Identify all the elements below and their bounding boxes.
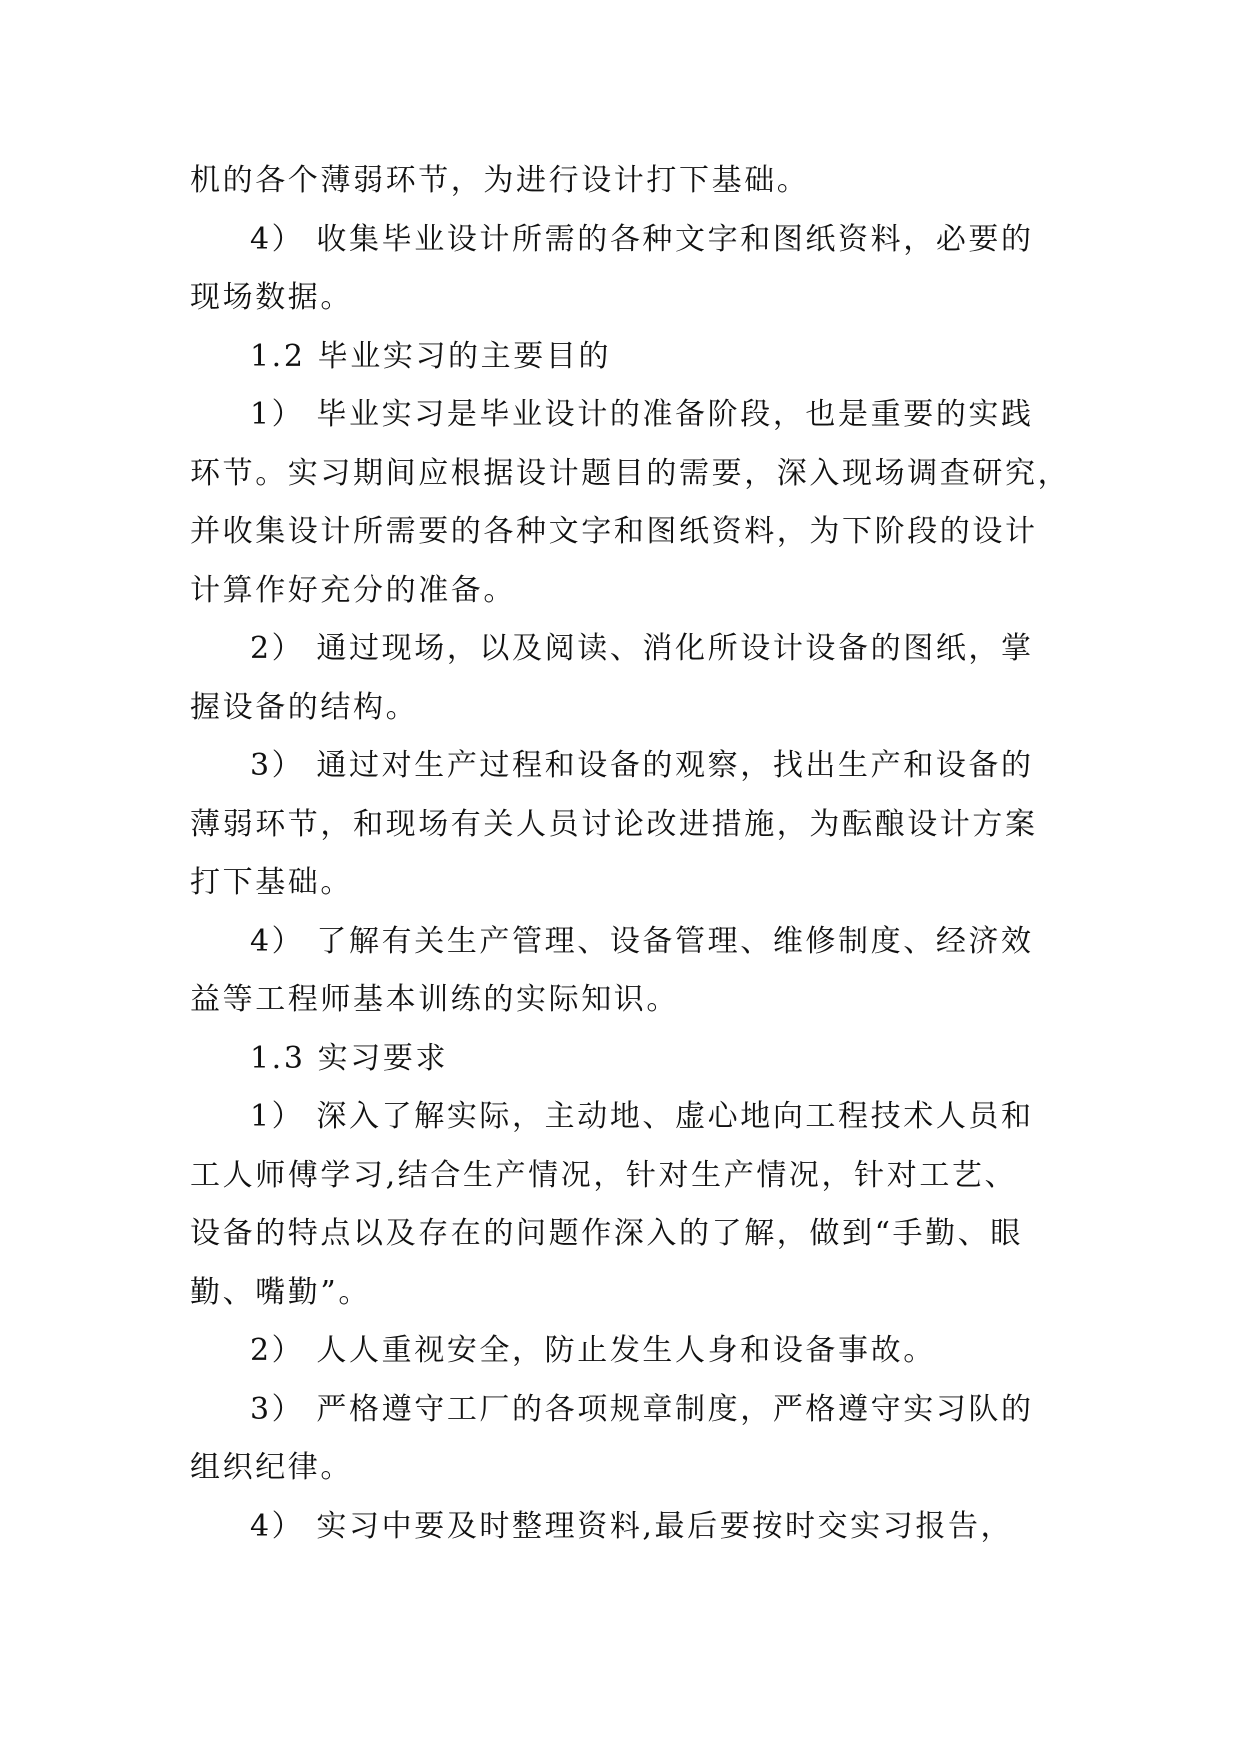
requirement-1-line-3: 设备的特点以及存在的问题作深入的了解，做到“手勤、眼 <box>190 1216 1023 1251</box>
requirement-2-line-1: 2） 人人重视安全，防止发生人身和设备事故。 <box>250 1333 936 1368</box>
section-heading-1-2: 1.2 毕业实习的主要目的 <box>250 338 612 374</box>
list-item-4b-line-1: 4） 了解有关生产管理、设备管理、维修制度、经济效 <box>250 923 1034 959</box>
list-item-4-line-2: 现场数据。 <box>190 280 353 315</box>
requirement-1-line-4: 勤、嘴勤”。 <box>190 1274 371 1310</box>
requirement-3-line-2: 组织纪律。 <box>190 1450 353 1485</box>
requirement-3-line-1: 3） 严格遵守工厂的各项规章制度，严格遵守实习队的 <box>250 1391 1034 1427</box>
section-heading-1-3: 1.3 实习要求 <box>250 1040 449 1076</box>
text-line: 机的各个薄弱环节，为进行设计打下基础。 <box>190 163 810 198</box>
requirement-1-line-1: 1） 深入了解实际，主动地、虚心地向工程技术人员和 <box>250 1099 1034 1134</box>
list-item-2-line-1: 2） 通过现场，以及阅读、消化所设计设备的图纸，掌 <box>250 631 1034 666</box>
list-item-3-line-1: 3） 通过对生产过程和设备的观察，找出生产和设备的 <box>250 748 1034 783</box>
list-item-1-line-3: 并收集设计所需要的各种文字和图纸资料，为下阶段的设计 <box>190 514 1038 549</box>
list-item-1-line-4: 计算作好充分的准备。 <box>190 572 516 608</box>
requirement-1-line-2: 工人师傅学习,结合生产情况，针对生产情况，针对工艺、 <box>190 1157 1018 1193</box>
list-item-3-line-2: 薄弱环节，和现场有关人员讨论改进措施，为酝酿设计方案 <box>190 806 1038 842</box>
list-item-1-line-2: 环节。实习期间应根据设计题目的需要，深入现场调查研究， <box>190 455 1071 491</box>
list-item-1-line-1: 1） 毕业实习是毕业设计的准备阶段，也是重要的实践 <box>250 397 1034 432</box>
list-item-2-line-2: 握设备的结构。 <box>190 689 419 725</box>
list-item-4b-line-2: 益等工程师基本训练的实际知识。 <box>190 982 679 1017</box>
document-body <box>190 152 1071 1556</box>
list-item-3-line-3: 打下基础。 <box>190 865 353 900</box>
requirement-4-line-1: 4） 实习中要及时整理资料,最后要按时交实习报告， <box>250 1508 1014 1544</box>
list-item-4-line-1: 4） 收集毕业设计所需的各种文字和图纸资料，必要的 <box>250 221 1034 257</box>
